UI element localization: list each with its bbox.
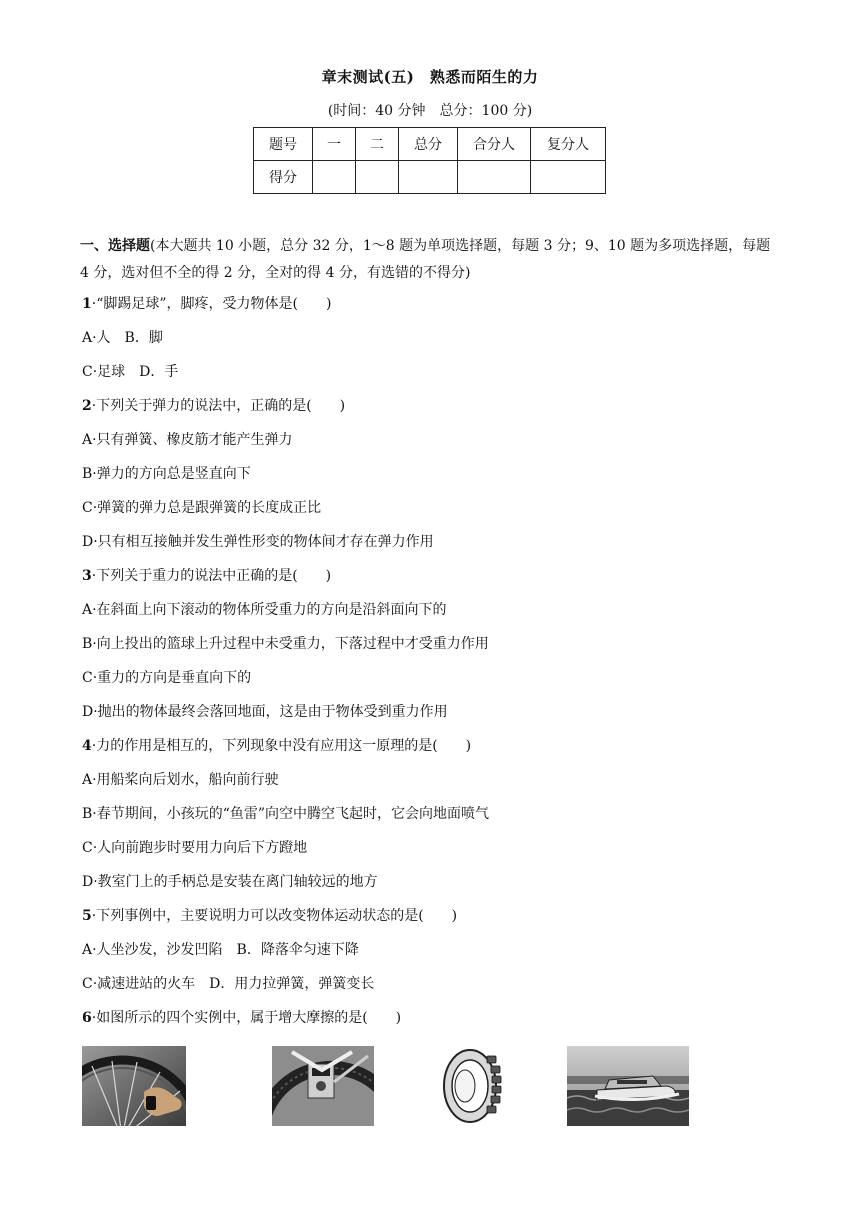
answer-option: C·减速进站的火车 D．用力拉弹簧，弹簧变长 <box>82 976 375 992</box>
answer-option: A·人 B．脚 <box>82 330 163 346</box>
ball-bearing-diagram <box>437 1046 503 1126</box>
question-number: 3 <box>82 568 92 584</box>
answer-option: D·抛出的物体最终会落回地面，这是由于物体受到重力作用 <box>82 704 448 720</box>
question-number: 4 <box>82 738 92 754</box>
score-header-cell: 题号 <box>254 128 313 161</box>
question-stem: 1·“脚踢足球”，脚疼，受力物体是( ) <box>82 296 332 312</box>
answer-option: D·只有相互接触并发生弹性形变的物体间才存在弹力作用 <box>82 534 434 550</box>
score-row-label: 得分 <box>254 161 313 194</box>
answer-option: A·只有弹簧、橡皮筋才能产生弹力 <box>82 432 293 448</box>
question-number: 1 <box>82 296 92 312</box>
score-cell[interactable] <box>531 161 606 194</box>
question-stem: 3·下列关于重力的说法中正确的是( ) <box>82 568 332 584</box>
bicycle-brake-photo <box>272 1046 374 1126</box>
score-header-cell: 总分 <box>399 128 458 161</box>
answer-option: D·教室门上的手柄总是安装在离门轴较远的地方 <box>82 874 378 890</box>
section-instructions: (本大题共 10 小题，总分 32 分，1～8 题为单项选择题，每题 3 分；9、10 题为多项选择题，每题 4 分，选对但不全的得 2 分，全对的得 4 分，有选错的不得分) <box>80 238 771 281</box>
answer-option: A·在斜面上向下滚动的物体所受重力的方向是沿斜面向下的 <box>82 602 447 618</box>
question-stem: 4·力的作用是相互的，下列现象中没有应用这一原理的是( ) <box>82 738 472 754</box>
answer-option: A·人坐沙发，沙发凹陷 B．降落伞匀速下降 <box>82 942 359 958</box>
bicycle-wheel-oiling-photo <box>82 1046 186 1126</box>
section-heading <box>80 233 782 287</box>
answer-option: C·人向前跑步时要用力向后下方蹬地 <box>82 840 308 856</box>
question-stem: 6·如图所示的四个实例中，属于增大摩擦的是( ) <box>82 1010 402 1026</box>
answer-option: B·向上投出的篮球上升过程中未受重力，下落过程中才受重力作用 <box>82 636 489 652</box>
question-number: 5 <box>82 908 92 924</box>
score-table-score-row <box>254 161 606 194</box>
question-6-figures <box>82 1046 702 1128</box>
answer-option: C·重力的方向是垂直向下的 <box>82 670 252 686</box>
question-content <box>82 233 782 1041</box>
hovercraft-photo <box>567 1046 689 1126</box>
answer-option: A·用船桨向后划水，船向前行驶 <box>82 772 279 788</box>
question-stem: 5·下列事例中，主要说明力可以改变物体运动状态的是( ) <box>82 908 458 924</box>
answer-option: C·弹簧的弹力总是跟弹簧的长度成正比 <box>82 500 322 516</box>
score-table-header-row <box>254 128 606 161</box>
score-cell[interactable] <box>356 161 399 194</box>
score-header-cell: 二 <box>356 128 399 161</box>
answer-option: B·弹力的方向总是竖直向下 <box>82 466 251 482</box>
score-table <box>253 127 606 194</box>
score-cell[interactable] <box>458 161 531 194</box>
score-header-cell: 复分人 <box>531 128 606 161</box>
score-cell[interactable] <box>399 161 458 194</box>
answer-option: C·足球 D．手 <box>82 364 179 380</box>
score-header-cell: 合分人 <box>458 128 531 161</box>
section-title: 一、选择题 <box>80 238 150 254</box>
score-header-cell: 一 <box>313 128 356 161</box>
answer-option: B·春节期间，小孩玩的“鱼雷”向空中腾空飞起时，它会向地面喷气 <box>82 806 490 822</box>
page-title: 章末测试(五) 熟悉而陌生的力 <box>321 68 539 86</box>
question-number: 6 <box>82 1010 92 1026</box>
score-cell[interactable] <box>313 161 356 194</box>
question-number: 2 <box>82 398 92 414</box>
exam-info: (时间：40 分钟 总分：100 分) <box>327 103 533 119</box>
question-stem: 2·下列关于弹力的说法中，正确的是( ) <box>82 398 346 414</box>
